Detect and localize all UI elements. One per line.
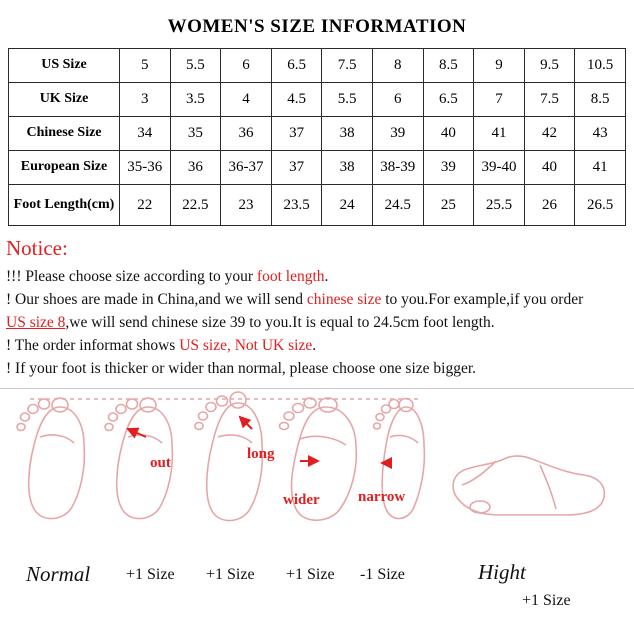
cell: 6.5	[271, 49, 322, 83]
table-row	[9, 151, 626, 185]
notice-block	[0, 226, 634, 380]
cell: 38	[322, 151, 373, 185]
cell: 26	[524, 185, 575, 226]
cell: 4	[221, 83, 272, 117]
notice-line-3-b: ,we will send chinese size 39 to you.It is equal to 24.5cm foot length.	[65, 313, 495, 331]
cell: 41	[575, 151, 626, 185]
cell: 42	[524, 117, 575, 151]
cell: 6	[372, 83, 423, 117]
cell: 40	[423, 117, 474, 151]
table-row	[9, 117, 626, 151]
cell: 5.5	[322, 83, 373, 117]
cell: 39	[423, 151, 474, 185]
cell: 24.5	[372, 185, 423, 226]
notice-line-4-highlight: US size, Not UK size	[179, 336, 313, 354]
cell: 24	[322, 185, 373, 226]
notice-line-2-highlight: chinese size	[306, 290, 382, 308]
caption-hight: Hight	[478, 560, 526, 584]
notice-line-1-c: .	[324, 267, 329, 285]
notice-line-2	[6, 289, 630, 311]
cell: 8	[372, 49, 423, 83]
table-row	[9, 83, 626, 117]
annotation-narrow: narrow	[358, 489, 406, 505]
cell: 38	[322, 117, 373, 151]
cell: 7	[474, 83, 525, 117]
cell: 25.5	[474, 185, 525, 226]
size-table	[8, 48, 626, 226]
cell: 36	[170, 151, 221, 185]
foot-diagram-svg	[0, 389, 634, 589]
cell: 5.5	[170, 49, 221, 83]
table-row	[9, 49, 626, 83]
cell: 7.5	[322, 49, 373, 83]
cell: 37	[271, 151, 322, 185]
cell: 8.5	[423, 49, 474, 83]
cell: 3	[120, 83, 171, 117]
cell: 34	[120, 117, 171, 151]
cell: 22	[120, 185, 171, 226]
cell: 35-36	[120, 151, 171, 185]
cell: 4.5	[271, 83, 322, 117]
size-table-wrapper	[0, 48, 634, 226]
cell: 6.5	[423, 83, 474, 117]
row-label-european-size: European Size	[9, 151, 120, 185]
cell: 23.5	[271, 185, 322, 226]
notice-line-1	[6, 266, 630, 288]
cell: 38-39	[372, 151, 423, 185]
cell: 39-40	[474, 151, 525, 185]
notice-line-1-a: !!! Please choose size according to your	[6, 267, 257, 285]
notice-line-3-highlight: US size 8	[6, 313, 66, 331]
cell: 41	[474, 117, 525, 151]
cell: 35	[170, 117, 221, 151]
row-label-chinese-size: Chinese Size	[9, 117, 120, 151]
notice-line-1-highlight: foot length	[256, 267, 325, 285]
caption-long-size: +1 Size	[206, 566, 255, 583]
cell: 25	[423, 185, 474, 226]
caption-out-size: +1 Size	[126, 566, 175, 583]
cell: 37	[271, 117, 322, 151]
row-label-us-size: US Size	[9, 49, 120, 83]
notice-heading: Notice:	[6, 236, 68, 260]
cell: 43	[575, 117, 626, 151]
cell: 7.5	[524, 83, 575, 117]
notice-line-5-a: ! If your foot is thicker or wider than normal, please choose one size bigger.	[6, 359, 477, 377]
cell: 3.5	[170, 83, 221, 117]
cell: 10.5	[575, 49, 626, 83]
caption-wider-size: +1 Size	[286, 566, 335, 583]
cell: 36-37	[221, 151, 272, 185]
caption-normal: Normal	[26, 562, 91, 586]
caption-hight-size: +1 Size	[522, 592, 571, 609]
foot-normal	[17, 398, 84, 519]
table-row	[9, 185, 626, 226]
cell: 8.5	[575, 83, 626, 117]
notice-line-3	[6, 312, 630, 334]
row-label-uk-size: UK Size	[9, 83, 120, 117]
notice-line-5	[6, 358, 630, 380]
annotation-long: long	[247, 446, 275, 462]
cell: 39	[372, 117, 423, 151]
notice-line-4	[6, 335, 630, 357]
notice-line-2-c: to you.For example,if you order	[381, 290, 584, 308]
cell: 23	[221, 185, 272, 226]
notice-line-2-a: ! Our shoes are made in China,and we will send	[6, 290, 307, 308]
foot-illustration	[0, 388, 634, 589]
cell: 40	[524, 151, 575, 185]
caption-narrow-size: -1 Size	[360, 566, 405, 583]
cell: 9.5	[524, 49, 575, 83]
annotation-out: out	[150, 455, 171, 471]
foot-high-instep	[453, 456, 604, 515]
notice-line-4-a: ! The order informat shows	[6, 336, 180, 354]
cell: 26.5	[575, 185, 626, 226]
row-label-foot-length: Foot Length(cm)	[9, 185, 120, 226]
title-text: WOMEN'S SIZE INFORMATION	[167, 16, 467, 37]
cell: 22.5	[170, 185, 221, 226]
cell: 9	[474, 49, 525, 83]
cell: 36	[221, 117, 272, 151]
notice-line-4-c: .	[312, 336, 317, 354]
annotation-wider: wider	[283, 492, 320, 508]
cell: 5	[120, 49, 171, 83]
cell: 6	[221, 49, 272, 83]
page-title	[0, 0, 634, 48]
